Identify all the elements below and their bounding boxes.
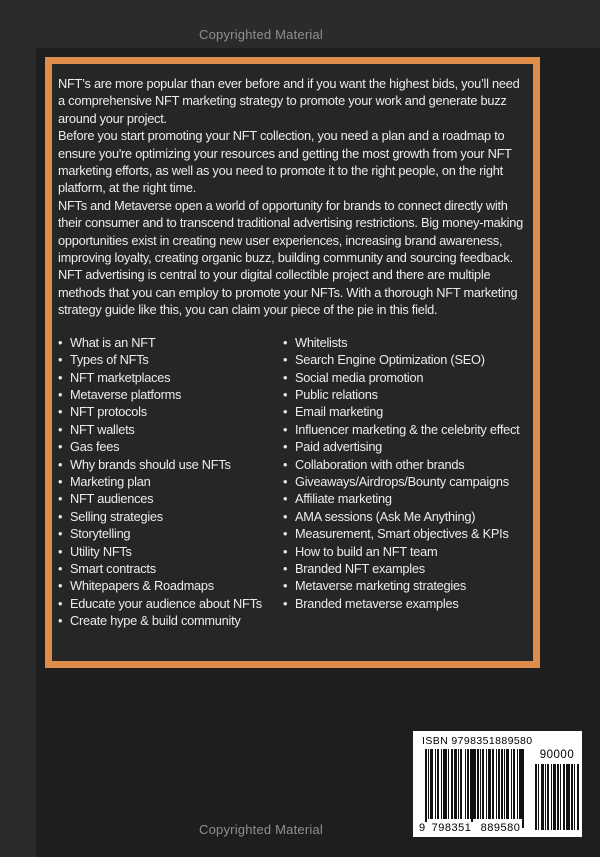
list-item: • Whitepapers & Roadmaps	[58, 577, 283, 594]
list-item: • Affiliate marketing	[283, 490, 525, 507]
barcode-bar	[577, 764, 579, 830]
barcode-bar	[451, 749, 453, 819]
barcode-bar	[513, 749, 515, 819]
list-item: • Selling strategies	[58, 508, 283, 525]
copyright-banner-top: Copyrighted Material	[199, 27, 323, 42]
list-item: • Metaverse marketing strategies	[283, 577, 525, 594]
copyright-banner-bottom: Copyrighted Material	[199, 822, 323, 837]
barcode-bar	[560, 764, 561, 830]
barcode-bar	[535, 764, 537, 830]
topics-list-left	[58, 334, 283, 630]
barcode-bar	[501, 749, 503, 819]
list-item: • Marketing plan	[58, 473, 283, 490]
list-item: • Utility NFTs	[58, 543, 283, 560]
barcode-bar	[517, 749, 518, 819]
barcode-bar	[551, 764, 552, 830]
barcode-bar	[482, 749, 484, 819]
barcode-bar	[473, 749, 476, 819]
barcode-row	[413, 747, 582, 834]
barcode-bar	[504, 749, 505, 819]
list-item: • NFT wallets	[58, 421, 283, 438]
isbn-label: ISBN 9798351889580	[422, 735, 533, 747]
list-item: • Influencer marketing & the celebrity effect	[283, 421, 525, 438]
list-item: • Educate your audience about NFTs	[58, 595, 283, 612]
barcode-digit-lead: 9	[419, 822, 426, 834]
price-code: 90000	[539, 749, 575, 761]
barcode-bar	[465, 749, 466, 819]
list-item: • NFT marketplaces	[58, 369, 283, 386]
guard-bar-right	[522, 749, 524, 828]
barcode-bar	[441, 749, 442, 819]
barcode-bar	[557, 764, 559, 830]
barcode-block	[413, 731, 582, 837]
list-item: • Whitelists	[283, 334, 525, 351]
barcode-bar	[454, 749, 457, 819]
list-item: • What is an NFT	[58, 334, 283, 351]
barcode-bar	[486, 749, 487, 819]
list-item: • AMA sessions (Ask Me Anything)	[283, 508, 525, 525]
description-panel	[45, 57, 540, 668]
list-item: • Branded NFT examples	[283, 560, 525, 577]
ean-barcode	[419, 749, 525, 834]
list-item: • How to build an NFT team	[283, 543, 525, 560]
list-item: • Collaboration with other brands	[283, 456, 525, 473]
barcode-bar	[435, 749, 436, 819]
barcode-bar	[563, 764, 565, 830]
list-item: • Giveaways/Airdrops/Bounty campaigns	[283, 473, 525, 490]
barcode-digits	[419, 821, 525, 834]
barcode-bar	[553, 764, 556, 830]
barcode-bar	[477, 749, 479, 819]
barcode-bar	[574, 764, 575, 830]
barcode-bar	[443, 749, 447, 819]
supplement-barcode	[533, 749, 581, 834]
list-item: • Paid advertising	[283, 438, 525, 455]
barcode-bar	[467, 749, 469, 819]
list-item: • NFT audiences	[58, 490, 283, 507]
list-item: NFT advertising is central to your digital collectible project and there are multiple methods that you can employ to promote your NFTs. With a thorough NFT marketing strategy guide like this, you can claim your piece of the pie in this field.	[58, 267, 518, 318]
list-item: • Types of NFTs	[58, 351, 283, 368]
list-item: • NFT protocols	[58, 403, 283, 420]
barcode-bar	[492, 749, 494, 819]
list-item: • Social media promotion	[283, 369, 525, 386]
barcode-bar	[545, 764, 546, 830]
barcode-digit-group2: 889580	[480, 822, 521, 834]
guard-bar-left	[425, 749, 427, 828]
barcode-bar	[571, 764, 573, 830]
topics-columns	[58, 334, 525, 630]
barcode-bar	[448, 749, 449, 819]
description-paragraphs	[58, 75, 525, 319]
list-item: • Smart contracts	[58, 560, 283, 577]
topics-list-right	[283, 334, 525, 630]
barcode-bar	[437, 749, 439, 819]
list-item: • Email marketing	[283, 403, 525, 420]
barcode-bar	[547, 764, 549, 830]
list-item: • Why brands should use NFTs	[58, 456, 283, 473]
barcode-bar	[538, 764, 539, 830]
list-item: NFT’s are more popular than ever before and if you want the highest bids, you’ll need a comprehensive NFT marketing strategy to promote your work and generate buzz around your project.	[58, 76, 520, 126]
list-item: • Search Engine Optimization (SEO)	[283, 351, 525, 368]
barcode-bar	[498, 749, 500, 819]
list-item: • Metaverse platforms	[58, 386, 283, 403]
list-item: • Branded metaverse examples	[283, 595, 525, 612]
guard-bar-middle	[471, 749, 473, 828]
list-item: NFTs and Metaverse open a world of opportunity for brands to connect directly with their consumer and to transcend traditional advertising restrictions. Big money-making opportunities exist in creating new user experiences, increasing brand awareness, improving loyalty, creating organic buzz, building community and sourcing feedback.	[58, 197, 524, 266]
list-item: • Storytelling	[58, 525, 283, 542]
ean-bars	[425, 749, 524, 819]
barcode-bar	[496, 749, 497, 819]
barcode-bar	[541, 764, 544, 830]
list-item: • Gas fees	[58, 438, 283, 455]
barcode-bar	[488, 749, 491, 819]
list-item: • Measurement, Smart objectives & KPIs	[283, 525, 525, 542]
barcode-digit-group1: 798351	[431, 822, 472, 834]
barcode-bar	[428, 749, 429, 819]
barcode-bar	[480, 749, 481, 819]
barcode-bar	[460, 749, 462, 819]
barcode-bar	[511, 749, 512, 819]
barcode-bar	[430, 749, 433, 819]
barcode-bar	[458, 749, 459, 819]
barcode-bar	[506, 749, 509, 819]
list-item: • Public relations	[283, 386, 525, 403]
list-item: • Create hype & build community	[58, 612, 283, 629]
list-item: Before you start promoting your NFT collection, you need a plan and a roadmap to ensure you're optimizing your resources and getting the most growth from your NFT marketing efforts, as well as you need to promote it to the right people, on the right platform, at the right time.	[58, 128, 512, 196]
barcode-bar	[566, 764, 570, 830]
supplement-bars	[535, 764, 579, 830]
